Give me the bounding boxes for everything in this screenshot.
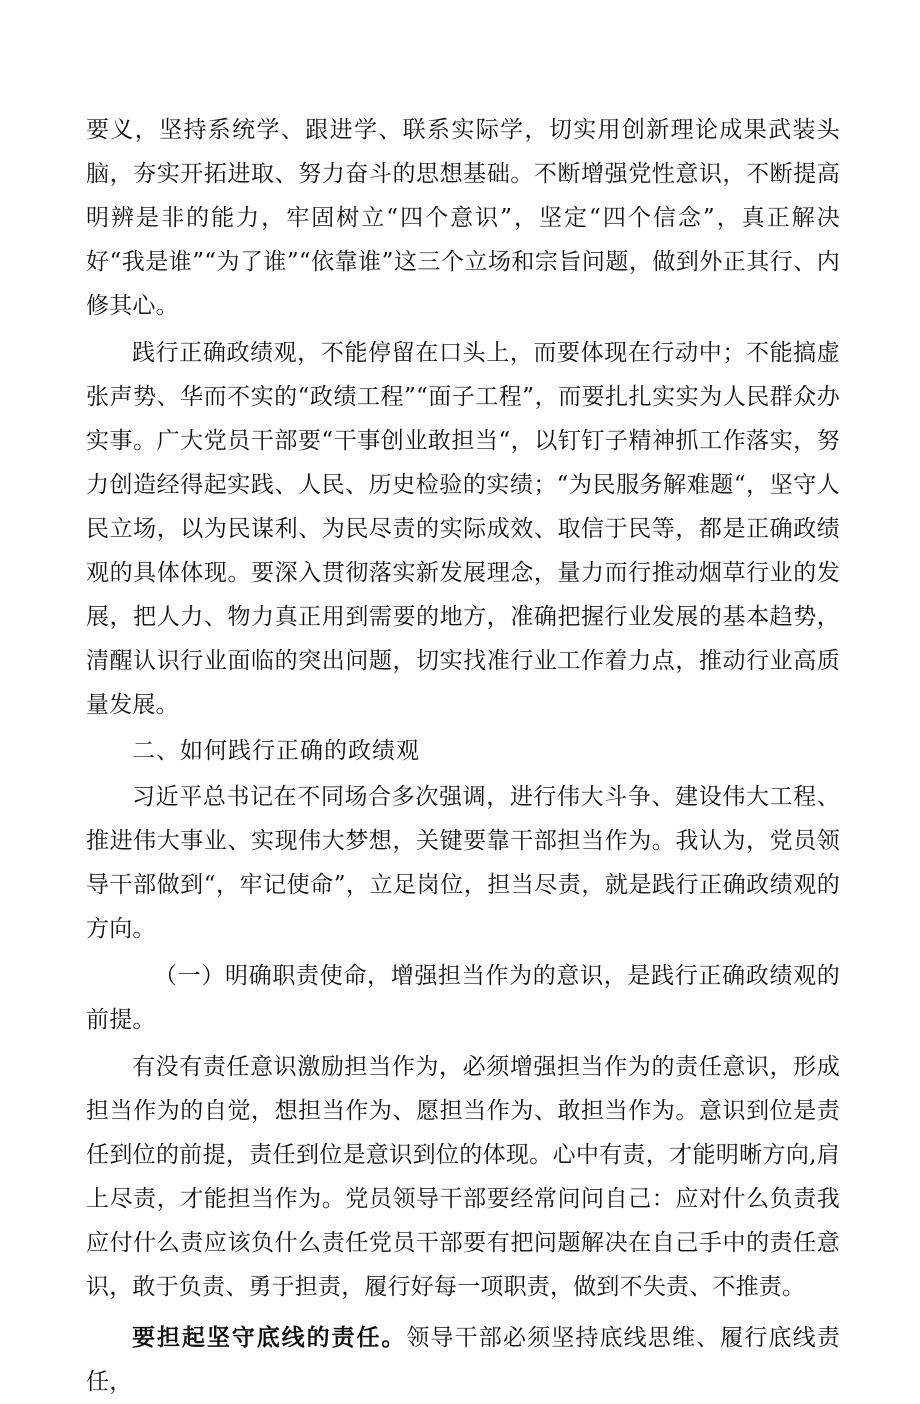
document-body	[86, 108, 840, 1404]
subsection-heading: （一）明确职责使命，增强担当作为的意识，是践行正确政绩观的前提。	[86, 963, 840, 1033]
section-heading: 二、如何践行正确的政绩观	[132, 738, 420, 764]
paragraph-5-text: 领导干部必须坚持底线思维、履行底线责任，	[86, 1325, 840, 1395]
paragraph-5-lead: 要担起坚守底线的责任。	[132, 1324, 407, 1351]
paragraph-4: 有没有责任意识激励担当作为，必须增强担当作为的责任意识，形成担当作为的自觉，想担当作为、愿担当作为、敢担当作为。意识到位是责任到位的前提，责任到位是意识到位的体现。心中有责，才能明晰方向,肩上尽责，才能担当作为。党员领导干部要经常问问自己：应对什么负责我应付什么责应该负什么责任党员干部要有把问题解决在自己手中的责任意识，敢于负责、勇于担责，履行好每一项职责，做到不失责、不推责。	[86, 1054, 840, 1300]
paragraph-1: 要义，坚持系统学、跟进学、联系实际学，切实用创新理论成果武装头脑，夯实开拓进取、努力奋斗的思想基础。不断增强党性意识，不断提高明辨是非的能力，牢固树立“四个意识”，坚定“四个信念”，真正解决好“我是谁”“为了谁”“依靠谁”这三个立场和宗旨问题，做到外正其行、内修其心。	[86, 117, 840, 319]
paragraph-5	[86, 1316, 840, 1404]
paragraph-2: 践行正确政绩观，不能停留在口头上，而要体现在行动中；不能搞虚张声势、华而不实的“政绩工程”“面子工程”，而要扎扎实实为人民群众办实事。广大党员干部要“干事创业敢担当“，以钉钉子精神抓工作落实，努力创造经得起实践、人民、历史检验的实绩；“为民服务解难题“，坚守人民立场，以为民谋利、为民尽责的实际成效、取信于民等，都是正确政绩观的具体体现。要深入贯彻落实新发展理念，量力而行推动烟草行业的发展，把人力、物力真正用到需要的地方，准确把握行业发展的基本趋势，清醒认识行业面临的突出问题，切实找准行业工作着力点，推动行业高质量发展。	[86, 340, 840, 718]
paragraph-3: 习近平总书记在不同场合多次强调，进行伟大斗争、建设伟大工程、推进伟大事业、实现伟大梦想，关键要靠干部担当作为。我认为，党员领导干部做到“，牢记使命”，立足岗位，担当尽责，就是践行正确政绩观的方向。	[86, 784, 840, 942]
